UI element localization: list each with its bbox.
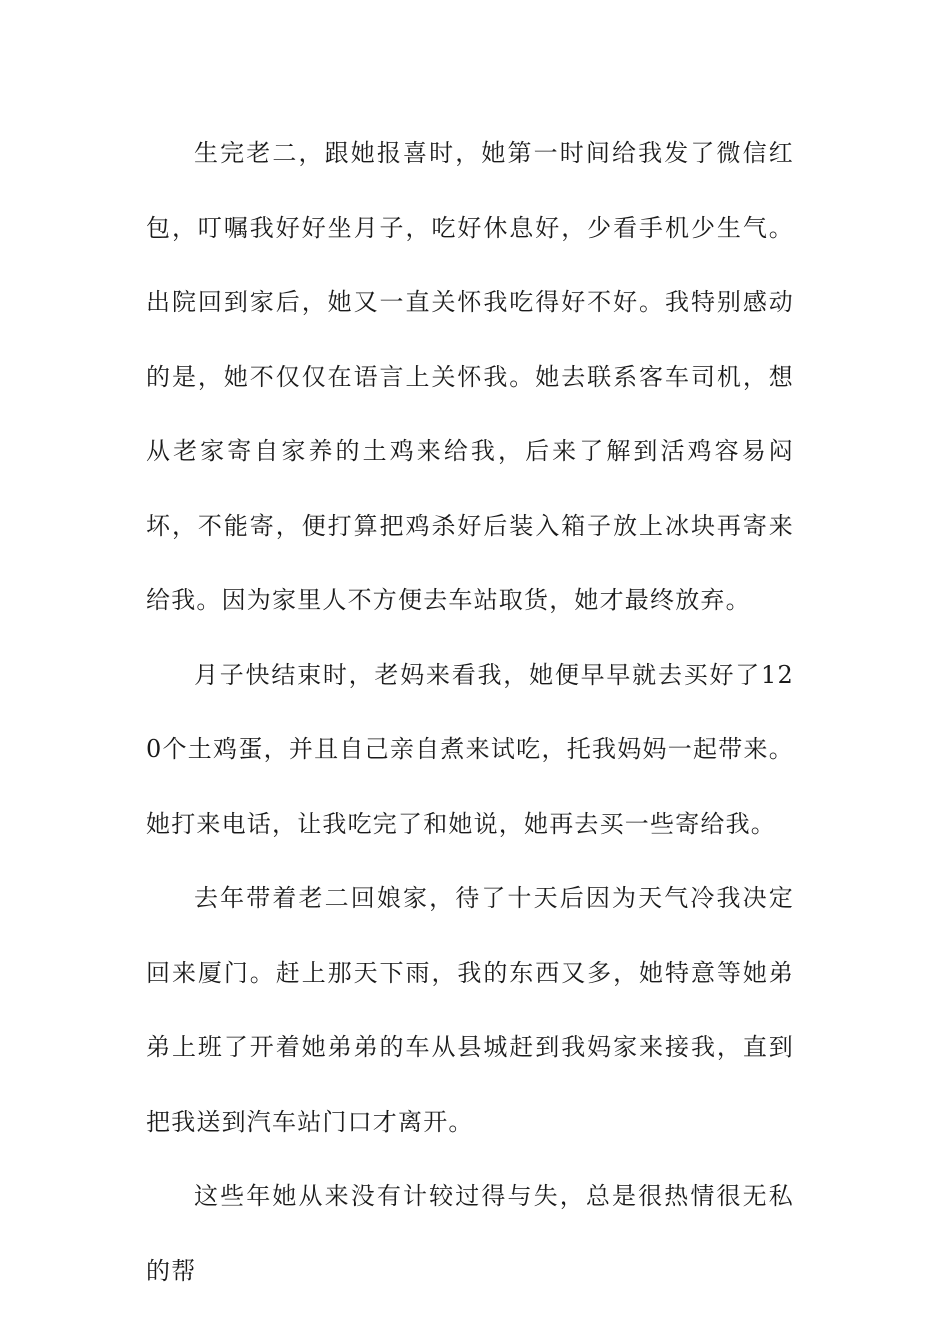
paragraph-4: 这些年她从来没有计较过得与失，总是很热情很无私的帮 [146,1182,794,1285]
paragraph-2: 月子快结束时，老妈来看我，她便早早就去买好了120个土鸡蛋，并且自己亲自煮来试吃，托我妈妈一起带来。她打来电话，让我吃完了和她说，她再去买一些寄给我。 [146,660,794,838]
paragraph-3: 去年带着老二回娘家，待了十天后因为天气冷我决定回来厦门。赶上那天下雨，我的东西又多，她特意等她弟弟上班了开着她弟弟的车从县城赶到我妈家来接我，直到把我送到汽车站门口才离开。 [146,884,794,1136]
paragraph-1: 生完老二，跟她报喜时，她第一时间给我发了微信红包，叮嘱我好好坐月子，吃好休息好，少看手机少生气。出院回到家后，她又一直关怀我吃得好不好。我特别感动的是，她不仅仅在语言上关怀我。她去联系客车司机，想从老家寄自家养的土鸡来给我，后来了解到活鸡容易闷坏，不能寄，便打算把鸡杀好后装入箱子放上冰块再寄来给我。因为家里人不方便去车站取货，她才最终放弃。 [146,139,794,614]
document-body [146,116,794,1308]
